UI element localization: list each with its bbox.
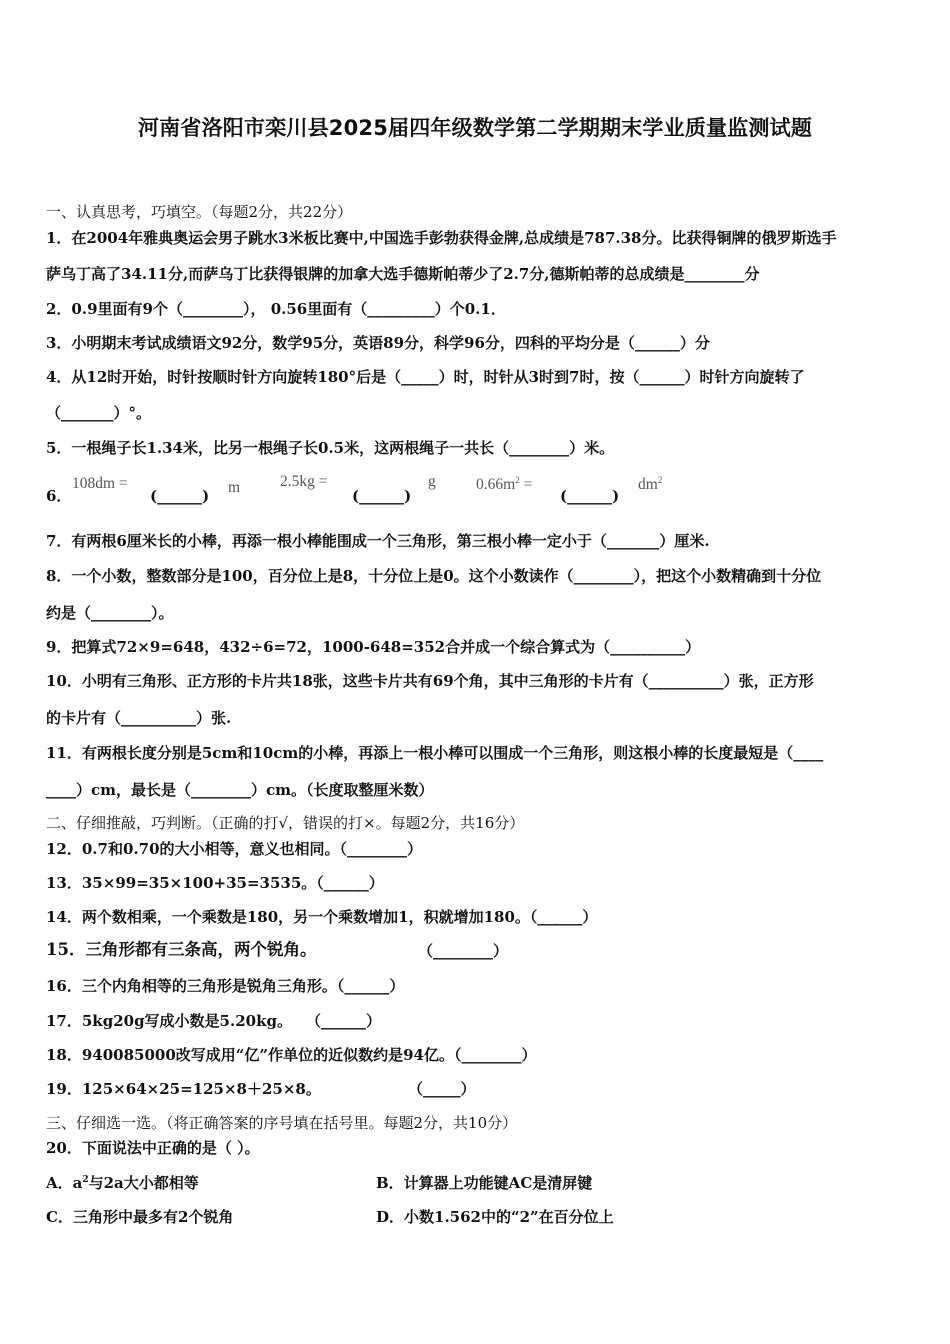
- question-1-line-2: 萨乌丁高了34.11分,而萨乌丁比获得银牌的加拿大选手德斯帕蒂少了2.7分,德斯帕蒂的总成绩是________分: [46, 265, 760, 283]
- section-2-heading: 二、仔细推敲，巧判断。（正确的打√，错误的打×。每题2分，共16分）: [46, 814, 525, 832]
- question-1-line-1: 1．在2004年雅典奥运会男子跳水3米板比赛中,中国选手彭勃获得金牌,总成绩是787.38分。比获得铜牌的俄罗斯选手: [46, 229, 837, 247]
- question-8-line-1: 8．一个小数，整数部分是100，百分位上是8，十分位上是0。这个小数读作（________），把这个小数精确到十分位: [46, 567, 822, 585]
- question-19: 19．125×64×25=125×8＋25×8。: [46, 1080, 321, 1098]
- unit-3: $dm^2$: [638, 475, 663, 493]
- expr-2: 2.5kg =: [280, 473, 328, 490]
- question-7: 7．有两根6厘米长的小棒，再添一根小棒能围成一个三角形，第三根小棒一定小于（_______）厘米.: [46, 532, 710, 550]
- blank-2: (______): [352, 487, 412, 505]
- unit-2: g: [428, 473, 436, 490]
- unit-1: m: [228, 479, 241, 496]
- question-4-line-2: （_______）°。: [46, 404, 152, 422]
- question-5: 5．一根绳子长1.34米，比另一根绳子长0.5米，这两根绳子一共长（________）米。: [46, 439, 615, 457]
- blank-1: (______): [150, 487, 210, 505]
- question-6: [46, 470, 746, 510]
- question-9: 9．把算式72×9=648，432÷6=72，1000-648=352合并成一个综合算式为（__________）: [46, 638, 701, 656]
- option-a: A．$a^2$与2a大小都相等: [46, 1174, 199, 1192]
- question-20: 20．下面说法中正确的是（ ）。: [46, 1139, 260, 1157]
- question-2: 2．0.9里面有9个（________）， 0.56里面有（_________）个0.1．: [46, 300, 506, 318]
- question-16: 16．三个内角相等的三角形是锐角三角形。（______）: [46, 977, 405, 995]
- question-18: 18．940085000改写成用“亿”作单位的近似数约是94亿。（________）: [46, 1046, 537, 1064]
- question-13: 13．35×99=35×100+35=3535。（______）: [46, 874, 384, 892]
- question-8-line-2: 约是（________）。: [46, 604, 174, 622]
- section-1-heading: 一、认真思考，巧填空。（每题2分，共22分）: [46, 203, 353, 221]
- question-17: 17．5kg20g写成小数是5.20kg。: [46, 1012, 292, 1030]
- expr-1: 108dm =: [72, 475, 128, 492]
- expr-3: $0.66m^2$ =: [476, 475, 533, 493]
- question-3: 3．小明期末考试成绩语文92分，数学95分，英语89分，科学96分，四科的平均分是（______）分: [46, 334, 710, 352]
- option-b: B．计算器上功能键AC是清屏键: [376, 1174, 593, 1192]
- page-title: 河南省洛阳市栾川县2025届四年级数学第二学期期末学业质量监测试题: [137, 116, 813, 140]
- section-3-heading: 三、仔细选一选。（将正确答案的序号填在括号里。每题2分，共10分）: [46, 1114, 518, 1132]
- question-15-blank: （________）: [418, 942, 509, 960]
- question-10-line-2: 的卡片有（__________）张.: [46, 709, 232, 727]
- question-6-number: 6．: [46, 487, 72, 505]
- question-11-line-2: ____）cm，最长是（________）cm。（长度取整厘米数）: [46, 781, 434, 799]
- question-4-line-1: 4．从12时开始，时针按顺时针方向旋转180°后是（_____）时，时针从3时到7时，按（______）时针方向旋转了: [46, 368, 805, 386]
- question-15: 15．三角形都有三条高，两个锐角。: [46, 940, 317, 959]
- question-12: 12．0.7和0.70的大小相等，意义也相同。（________）: [46, 840, 423, 858]
- option-d: D．小数1.562中的“2”在百分位上: [376, 1208, 614, 1226]
- question-19-blank: （_____）: [408, 1080, 476, 1098]
- option-c: C．三角形中最多有2个锐角: [46, 1208, 234, 1226]
- blank-3: (______): [560, 487, 620, 505]
- question-10-line-1: 10．小明有三角形、正方形的卡片共18张，这些卡片共有69个角，其中三角形的卡片有（__________）张，正方形: [46, 672, 814, 690]
- question-11-line-1: 11．有两根长度分别是5cm和10cm的小棒，再添上一根小棒可以围成一个三角形，则这根小棒的长度最短是（____: [46, 744, 824, 762]
- question-17-blank: （______）: [306, 1012, 382, 1030]
- question-14: 14．两个数相乘，一个乘数是180，另一个乘数增加1，积就增加180。（______）: [46, 908, 598, 926]
